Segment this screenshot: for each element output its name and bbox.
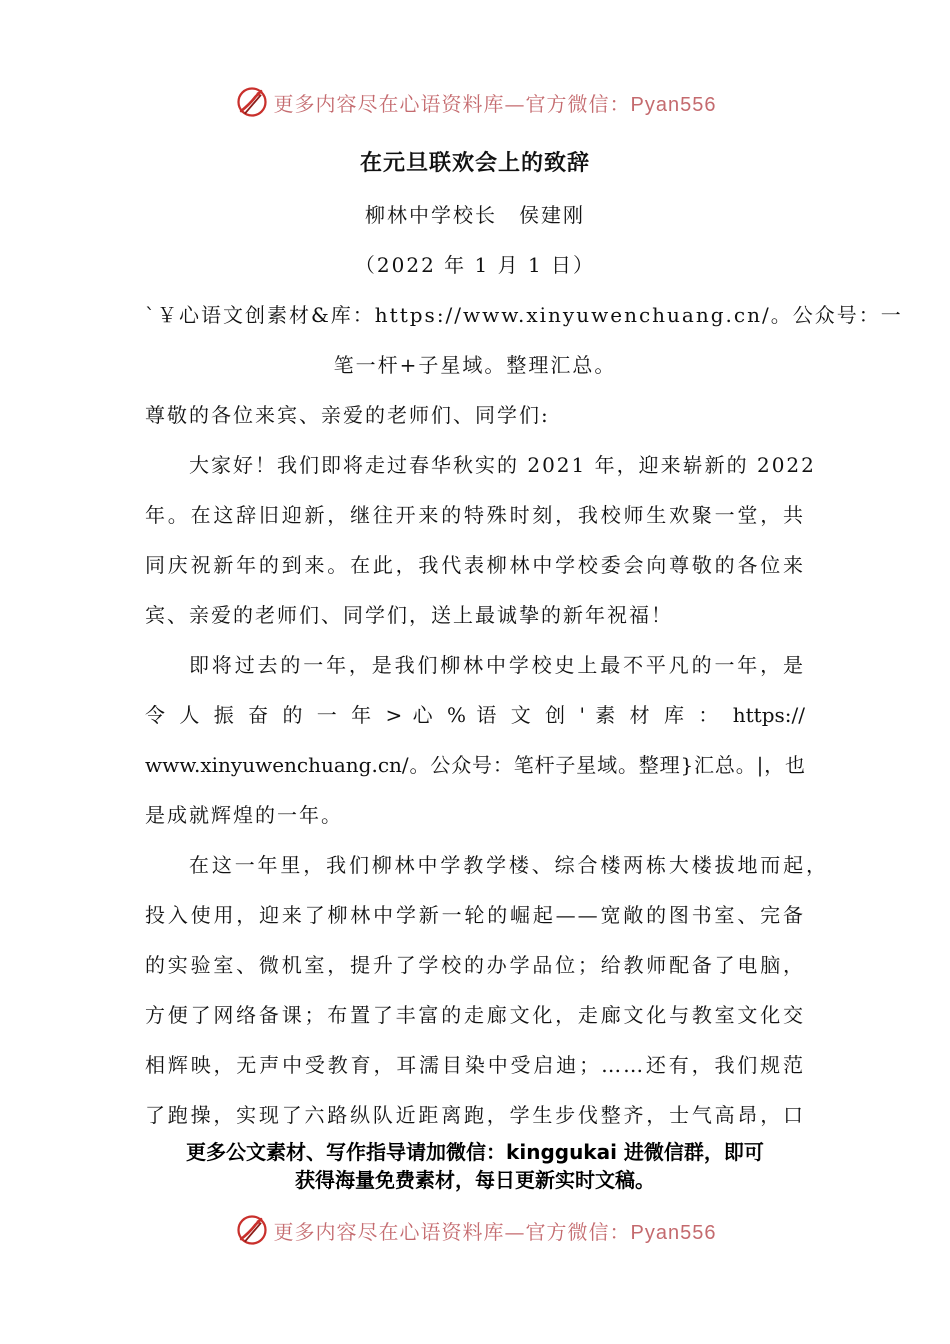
pen-logo-icon xyxy=(234,84,270,120)
banner-account: Pyan556 xyxy=(630,93,717,116)
body-line: 同庆祝新年的到来。在此，我代表柳林中学校委会向尊敬的各位来 xyxy=(145,553,805,577)
promo-line-1: 更多公文素材、写作指导请加微信：kinggukai 进微信群，即可 xyxy=(186,1140,764,1164)
pen-logo-icon xyxy=(234,1212,270,1248)
source-note-line-1: `￥心语文创素材&库：https://www.xinyuwenchuang.cn/。公众号：一 xyxy=(145,303,903,327)
body-line: 令 人 振 奋 的 一 年 > 心 % 语 文 创 ' 素 材 库 ： https:// xyxy=(145,703,805,727)
body-line: 在这一年里，我们柳林中学教学楼、综合楼两栋大楼拔地而起， xyxy=(189,853,827,877)
document-author: 柳林中学校长 侯建刚 xyxy=(365,203,585,227)
banner-text: 更多内容尽在心语资料库—官方微信：Pyan556 xyxy=(273,91,717,116)
body-line: 年。在这辞旧迎新，继往开来的特殊时刻，我校师生欢聚一堂，共 xyxy=(145,503,805,527)
header-watermark-banner xyxy=(0,80,950,124)
body-line: 大家好！我们即将走过春华秋实的 2021 年，迎来崭新的 2022 xyxy=(189,453,816,477)
source-note-line-2: 笔一杆+子星域。整理汇总。 xyxy=(333,353,617,377)
salutation: 尊敬的各位来宾、亲爱的老师们、同学们: xyxy=(145,403,550,427)
body-line: 的实验室、微机室，提升了学校的办学品位；给教师配备了电脑， xyxy=(145,953,805,977)
body-line: 方便了网络备课；布置了丰富的走廊文化，走廊文化与教室文化交 xyxy=(145,1003,805,1027)
promo-line-2: 获得海量免费素材，每日更新实时文稿。 xyxy=(295,1168,655,1192)
document-title: 在元旦联欢会上的致辞 xyxy=(359,150,590,176)
body-line: 投入使用，迎来了柳林中学新一轮的崛起——宽敞的图书室、完备 xyxy=(145,903,805,927)
body-line: 即将过去的一年，是我们柳林中学校史上最不平凡的一年，是 xyxy=(189,653,805,677)
body-line: 是成就辉煌的一年。 xyxy=(145,803,343,827)
banner-text: 更多内容尽在心语资料库—官方微信：Pyan556 xyxy=(273,1219,717,1244)
body-line: 相辉映，无声中受教育，耳濡目染中受启迪；……还有，我们规范 xyxy=(145,1053,805,1077)
footer-watermark-banner xyxy=(0,1208,950,1252)
body-line: www.xinyuwenchuang.cn/。公众号：笔杆子星域。整理}汇总。|，也 xyxy=(145,753,805,777)
document-date: （2022 年 1 月 1 日） xyxy=(354,253,596,277)
banner-account: Pyan556 xyxy=(630,1221,717,1244)
body-line: 宾、亲爱的老师们、同学们，送上最诚挚的新年祝福！ xyxy=(145,603,673,627)
body-line: 了跑操，实现了六路纵队近距离跑，学生步伐整齐，士气高昂，口 xyxy=(145,1103,805,1127)
